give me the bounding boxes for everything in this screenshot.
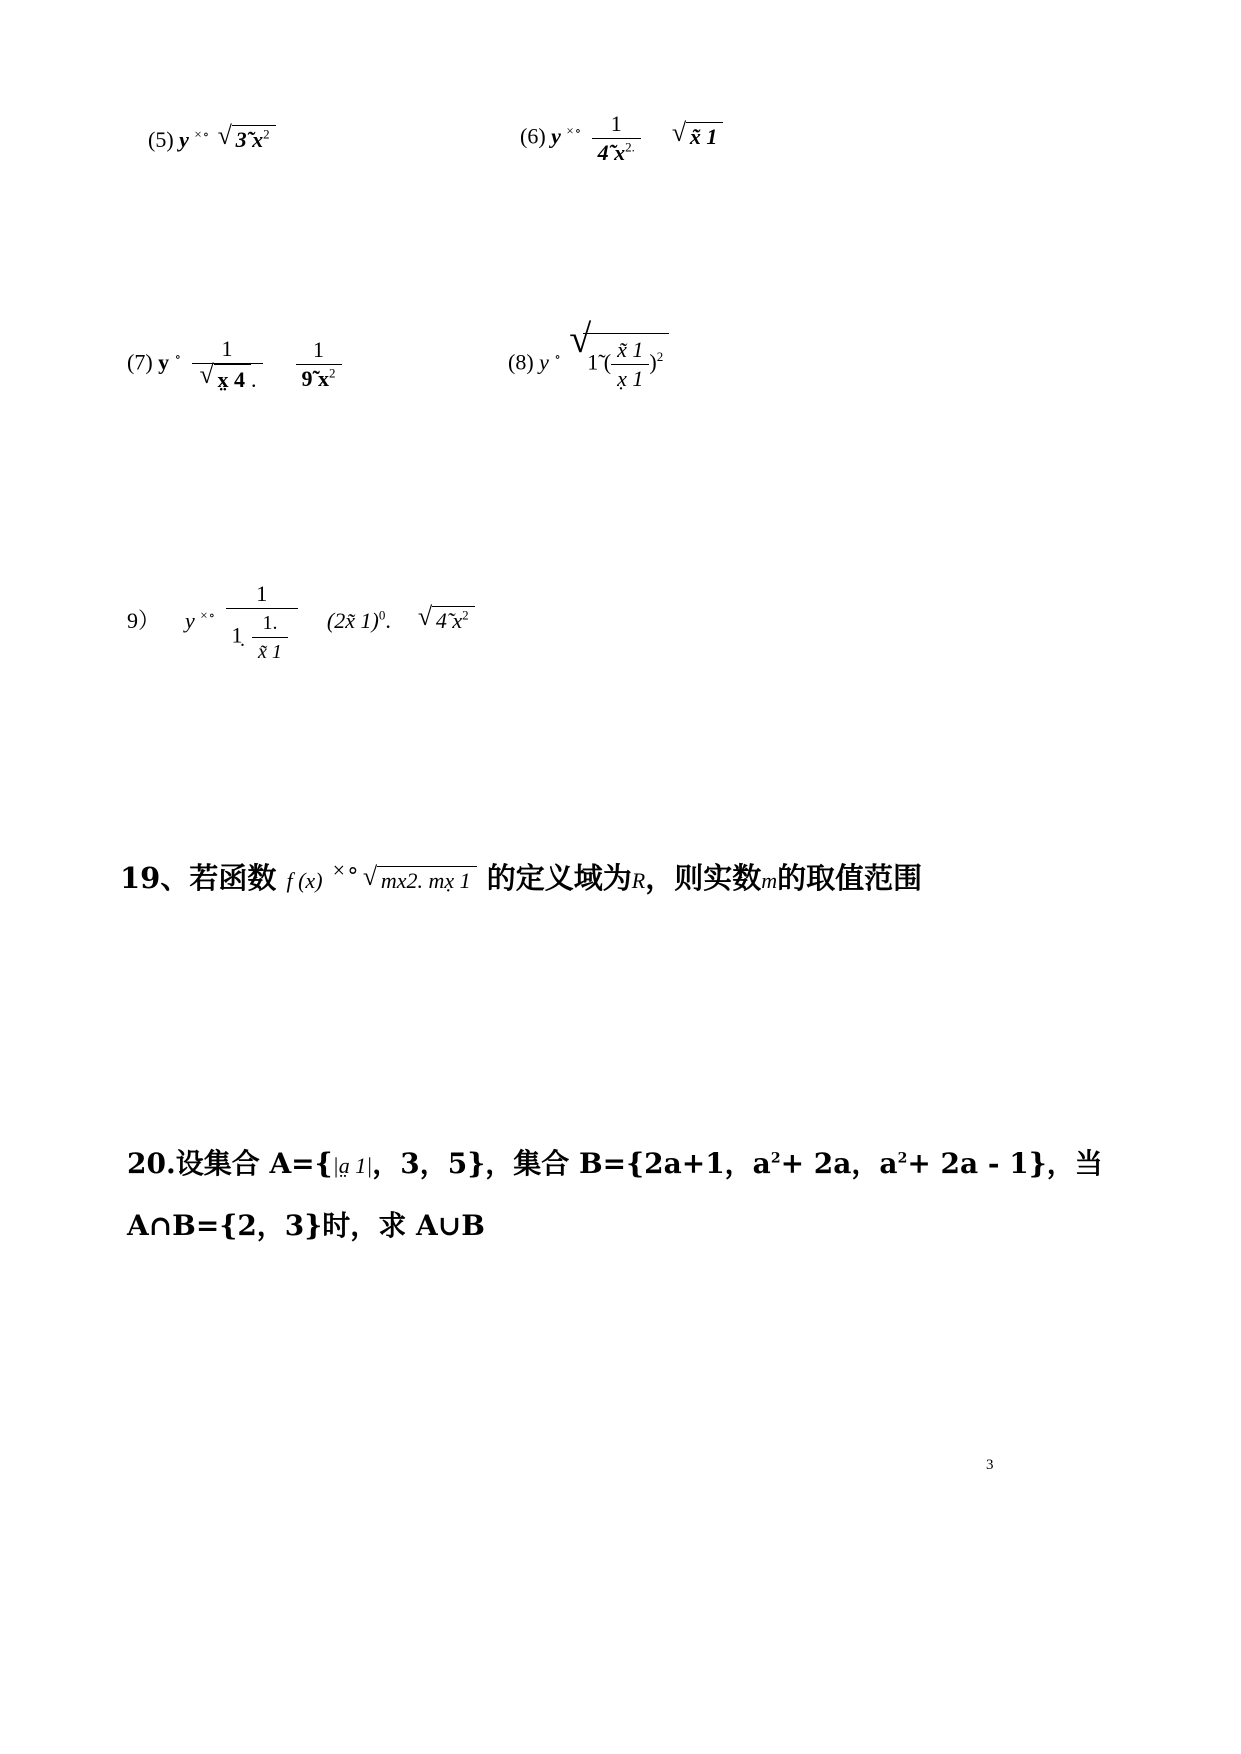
- sqrt-expression: √ 1̃ ( $\frac{x̃ 1}{x̣ 1}$ )$^2$: [569, 333, 669, 393]
- exponent: 2: [770, 1150, 781, 1167]
- function-name: f (x): [286, 868, 323, 893]
- problem-6: [520, 110, 723, 167]
- var-y: y: [539, 349, 549, 375]
- question-text: 的取值范围: [777, 861, 923, 895]
- question-number: 19、: [120, 861, 190, 895]
- operator-symbol: ∘: [174, 349, 183, 365]
- question-19: [120, 856, 922, 897]
- problem-8: [508, 316, 669, 393]
- abs-expression: |a̤ 1|: [332, 1153, 373, 1178]
- question-20-line-2: A∩B={2，3}时，求 A∪B: [127, 1209, 485, 1242]
- sqrt-expression: √ x̃ 1: [672, 122, 724, 150]
- operator-symbol: ×∘: [194, 126, 211, 142]
- problem-label: 9）: [127, 608, 161, 634]
- question-text: + 2a - 1}，当: [907, 1147, 1103, 1180]
- problem-label: (7): [127, 349, 153, 375]
- problem-label: (6): [520, 123, 546, 149]
- fraction: $\frac{1}{4̃ x^{2.}}$: [592, 110, 641, 167]
- fraction-1: 1 √ x̤ 4 .: [192, 335, 263, 394]
- exponent: 2: [897, 1150, 908, 1167]
- fraction-2: $\frac{1}{9̃ x^2}$: [296, 336, 342, 393]
- operator-symbol: ×∘: [200, 607, 216, 623]
- problem-9: [127, 580, 475, 666]
- var-y: y: [179, 127, 189, 152]
- problem-7: [127, 335, 346, 394]
- question-text: ，则实数: [645, 861, 762, 895]
- var-y: y: [551, 123, 561, 149]
- complex-fraction: 1 1̣ $\frac{1.}{x̃ 1}$: [226, 580, 298, 666]
- question-text: 20.设集合 A={: [127, 1147, 333, 1180]
- sqrt-expression: √ 4̃ $x^2$: [418, 606, 475, 634]
- operator-symbol: ×∘: [566, 123, 583, 139]
- problem-5: [148, 121, 276, 153]
- sqrt-expression: √ 3̃ $x^2$: [218, 125, 276, 153]
- var-y: y: [185, 608, 195, 634]
- question-text: 的定义域为: [486, 861, 632, 895]
- question-text: 若函数: [189, 861, 277, 895]
- operator-symbol: ∘: [554, 349, 562, 365]
- var-y: y: [158, 349, 170, 375]
- question-text: ，3，5}，集合 B={2a+1，a: [372, 1147, 771, 1180]
- problem-label: (8): [508, 349, 534, 375]
- var-m: m: [761, 868, 778, 893]
- set-R: R: [631, 868, 646, 893]
- operator-symbol: ×∘: [332, 857, 361, 883]
- problem-label: (5): [148, 127, 174, 152]
- page-number: 3: [986, 1457, 994, 1473]
- question-text: + 2a，a: [780, 1147, 898, 1180]
- sqrt-expression: √ mx2. mx̣ 1: [363, 866, 477, 894]
- zero-power-term: (2x̃ 1)$^0$.: [326, 607, 391, 634]
- question-20: [127, 1142, 1103, 1182]
